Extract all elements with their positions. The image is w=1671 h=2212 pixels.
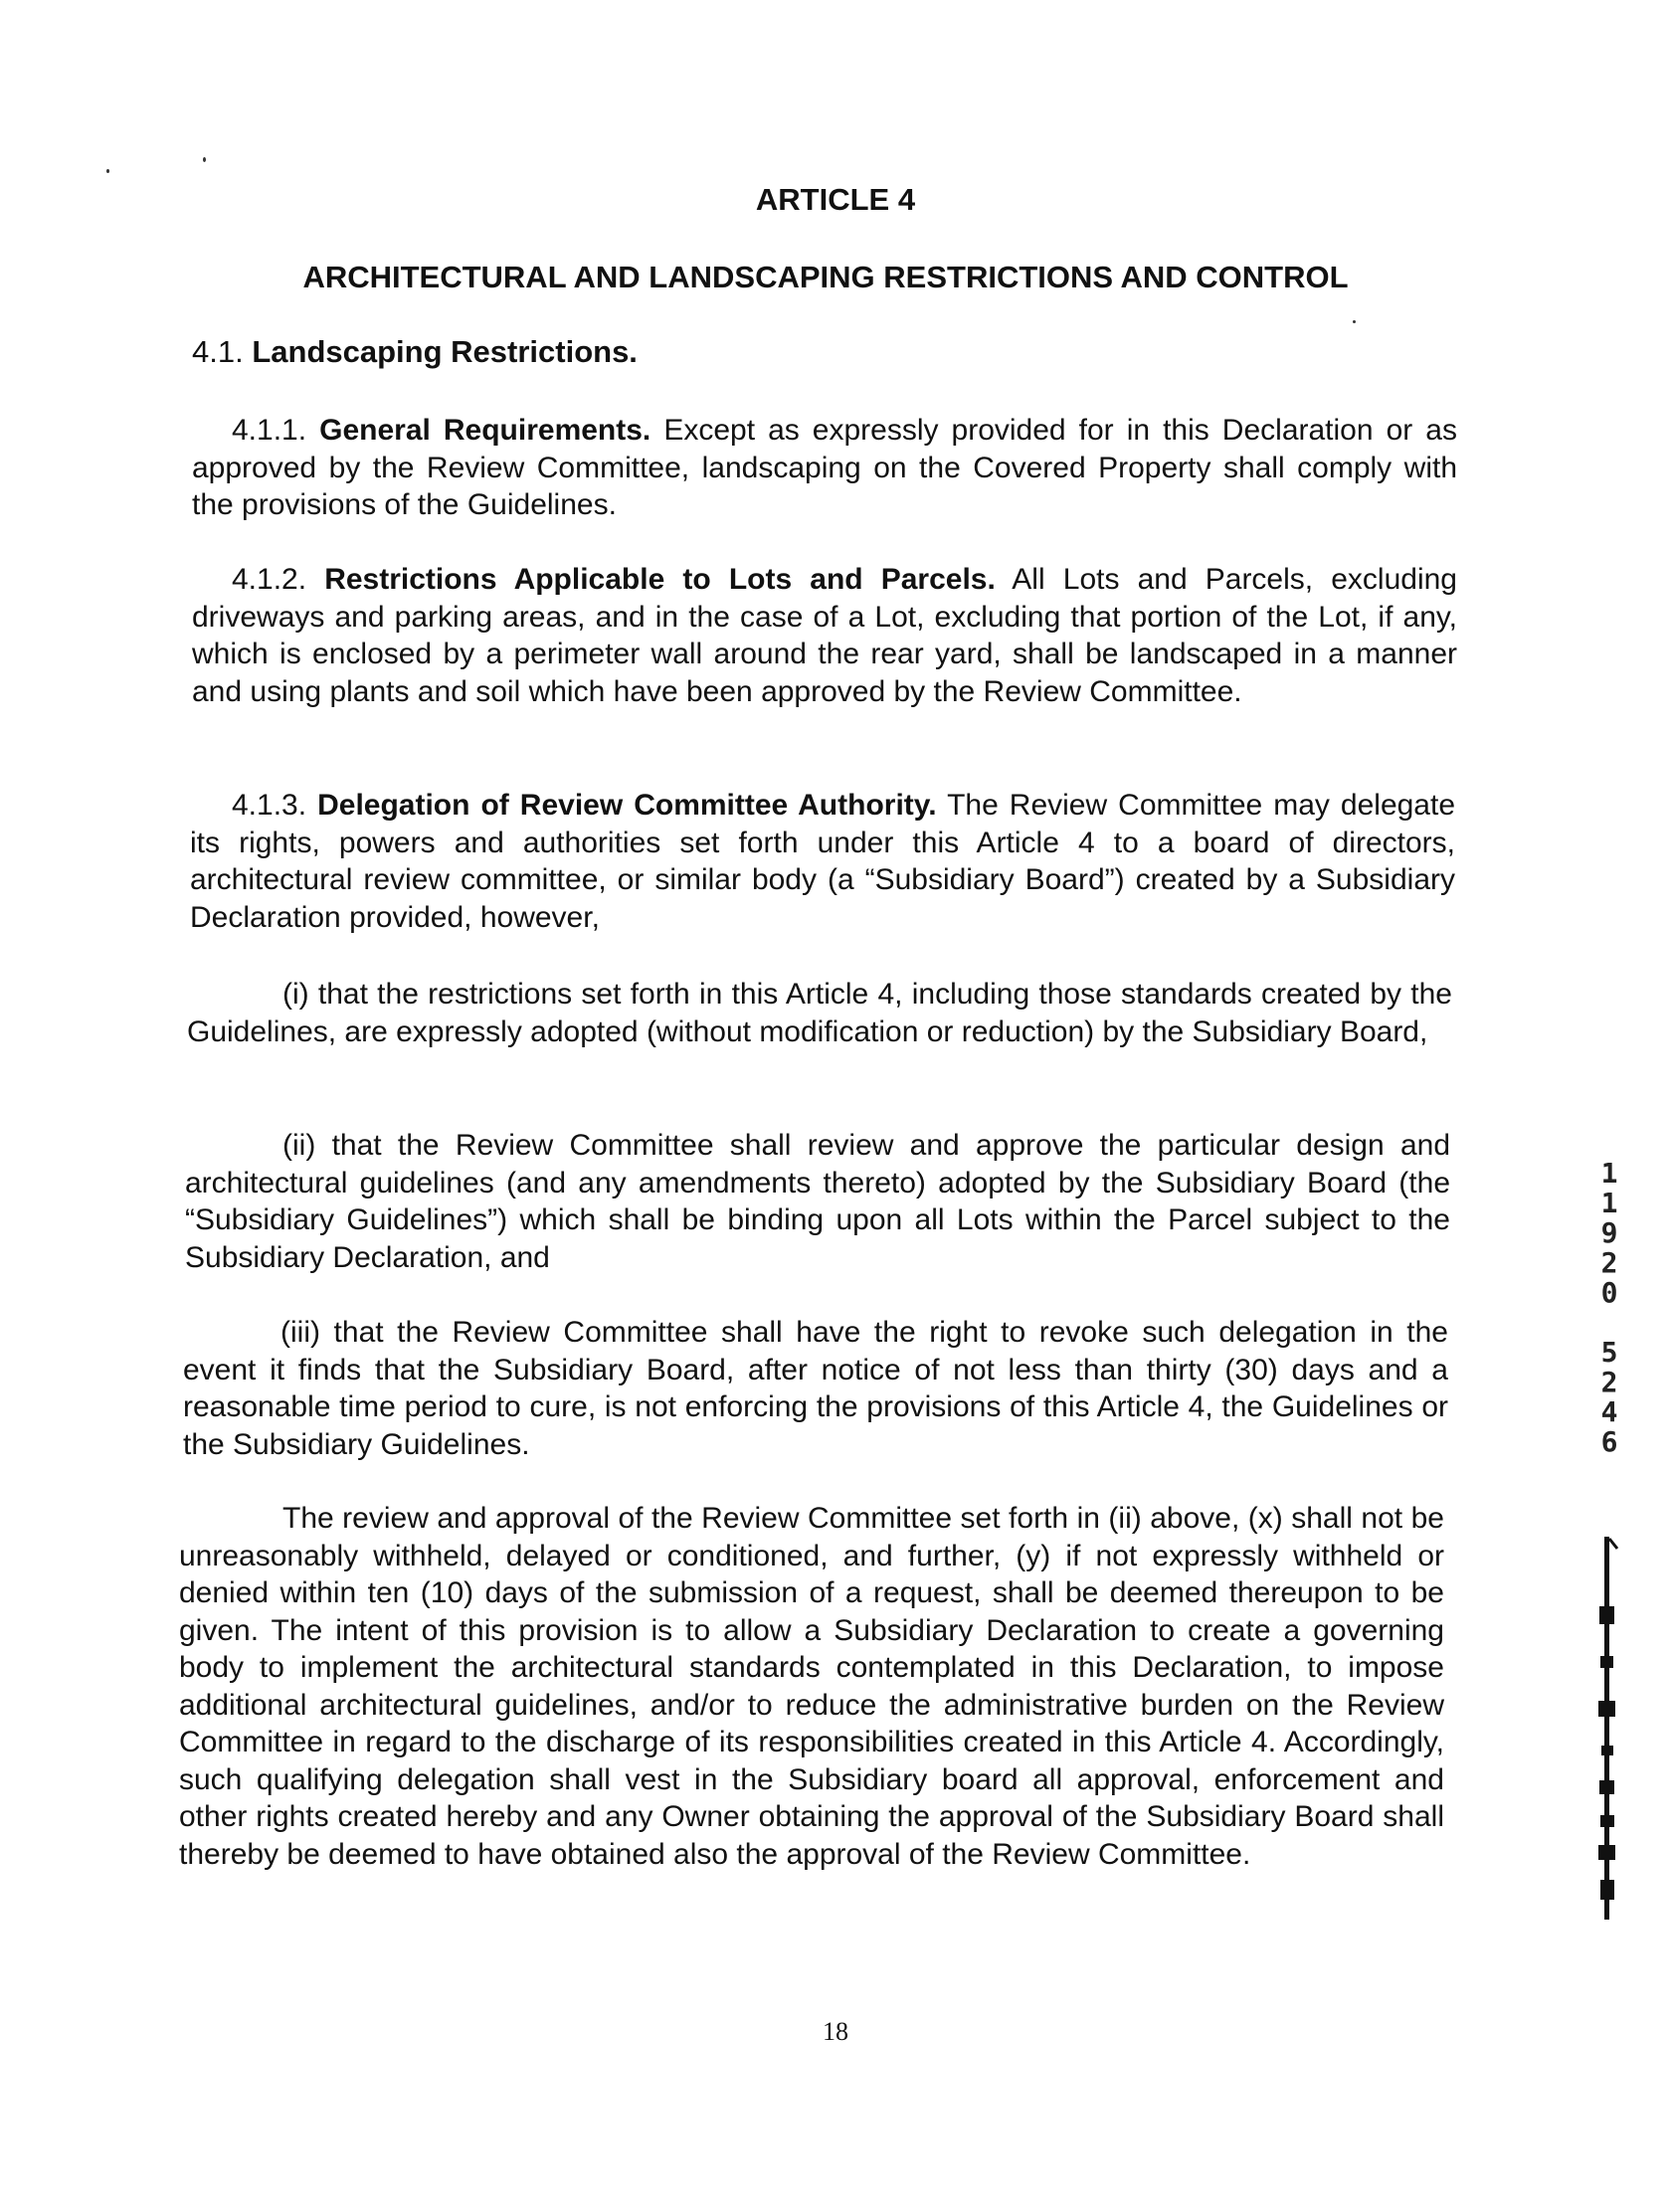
paragraph-4-1-2 [192,561,1457,710]
stamp-digit: 2 [1600,1246,1618,1279]
clause-ii: (ii) that the Review Committee shall review and approve the particular design and architectural guidelines (and any amendments thereto) adopted by the Subsidiary Board (the “Subsidiary Guidelines”) which shall be binding upon all Lots within the Parcel subject to the Subsidiary Declaration, and [185,1129,1450,1274]
paragraph-4-1-1 [192,412,1457,524]
stamp-digit: 6 [1600,1425,1618,1458]
barcode-stamp [1587,1537,1627,1925]
paragraph-heading: Restrictions Applicable to Lots and Parcels. [324,563,996,596]
closing-paragraph: The review and approval of the Review Committee set forth in (ii) above, (x) shall not be unreasonably withheld, delayed or conditioned, and further, (y) if not expressly withheld or denied within ten (10) days of the submission of a request, shall be deemed thereupon to be given. The intent of this provision is to allow a Subsidiary Declaration to create a governing body to implement the architectural standards contemplated in this Declaration, to impose additional architectural guidelines, and/or to reduce the administrative burden on the Review Committee in regard to the discharge of its responsibilities created in this Article 4. Accordingly, such qualifying delegation shall vest in the Subsidiary board all approval, enforcement and other rights created hereby and any Owner obtaining the approval of the Subsidiary Board shall thereby be deemed to have obtained also the approval of the Review Committee. [179,1502,1444,1871]
article-title: ARCHITECTURAL AND LANDSCAPING RESTRICTIONS AND CONTROL [302,260,1349,294]
paragraph-number: 4.1.2. [232,563,307,596]
scan-speck [1353,320,1356,323]
clause-i: (i) that the restrictions set forth in this Article 4, including those standards created by the Guidelines, are expressly adopted (without modification or reduction) by the Subsidiary Board, [187,978,1452,1048]
stamp-digit: 1 [1600,1157,1618,1190]
scan-speck [106,169,109,173]
section-heading [192,333,638,371]
section-number: 4.1. [192,334,244,369]
stamp-digit: 0 [1600,1276,1618,1309]
page-number: 18 [823,2017,848,2046]
paragraph-text: Except as expressly provided for in this Declaration or as approved by the Review Committee, landscaping on the Covered Property shall comply with the provisions of the Guidelines. [192,414,1457,521]
paragraph-number: 4.1.3. [232,789,307,822]
article-heading: ARTICLE 4 [755,182,916,217]
stamp-digit: 4 [1600,1395,1618,1428]
stamp-digit: 1 [1600,1187,1618,1219]
paragraph-text: The Review Committee may delegate its rights, powers and authorities set forth under this Article 4 to a board of directors, architectural review committee, or similar body (a “Subsidiary Board”) created by a Subsidiary Declaration provided, however, [190,789,1456,934]
paragraph-number: 4.1.1. [232,414,307,447]
clause-iii: (iii) that the Review Committee shall have the right to revoke such delegation in the event it finds that the Subsidiary Board, after notice of not less than thirty (30) days and a reasonable time period to cure, is not enforcing the provisions of this Article 4, the Guidelines or the Subsidiary Guidelines. [183,1316,1448,1461]
stamp-digit: 9 [1600,1216,1618,1249]
paragraph-text: All Lots and Parcels, excluding driveways and parking areas, and in the case of a Lot, excluding that portion of the Lot, if any, which is enclosed by a perimeter wall around the rear yard, shall be landscaped in a manner and using plants and soil which have been approved by the Review Committee. [192,563,1457,708]
recording-number-stamp [1594,1159,1624,1457]
scan-speck [203,157,206,162]
section-title: Landscaping Restrictions. [252,334,638,369]
paragraph-heading: Delegation of Review Committee Authority. [317,789,937,822]
stamp-digit: 2 [1600,1366,1618,1398]
stamp-digit: 5 [1600,1336,1618,1369]
paragraph-heading: General Requirements. [319,414,651,447]
paragraph-4-1-3 [190,787,1455,936]
